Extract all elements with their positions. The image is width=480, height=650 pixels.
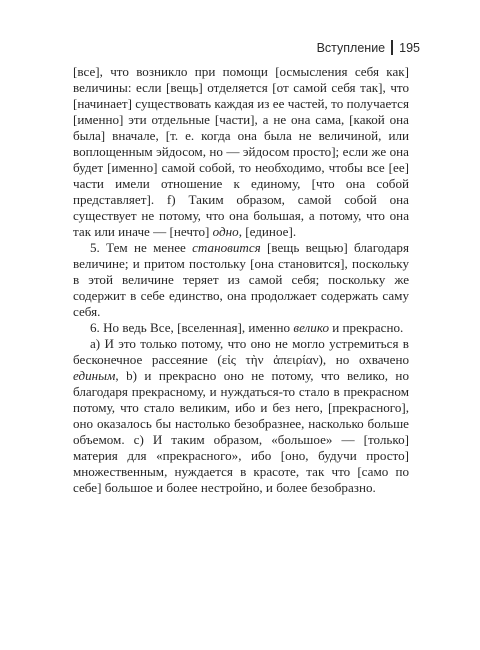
paragraph-5: [73, 240, 409, 320]
text-run: 5. Тем не менее: [90, 240, 193, 255]
italic-text: единым: [73, 368, 116, 383]
header-separator: [391, 40, 393, 55]
text-run: a) И это только потому, что оно не могло устремиться в бесконечное рассеяние (εἰς τὴν ἀπειρίαν), но охвачено: [73, 336, 409, 367]
text-run: , b) и прекрасно оно не потому, что велико, но благодаря прекрасному, и нуждаться-то стало в прекрасном потому, что стало великим, ибо и без него, [прекрасного], оно оказалось бы настолько безобразнее, насколько больше объемом. c) И таким образом, «большое» — [только] материя для «прекрасного», ибо [оно, будучи просто] множественным, нуждается в красоте, так что [само по себе] большое и более нестройно, и более безобразно.: [73, 368, 409, 495]
text-run: , [единое].: [238, 224, 297, 239]
text-run: [все], что возникло при помощи [осмысления себя как] величины: если [вещь] отделяется [от самой себя так], что [начинает] существовать каждая из ее частей, то получается [именно] эти отдельные [части], а не она сама, [какой она была] вначале, [т. е. когда она была не величиной, или воплощенным эйдосом, но — эйдосом просто]; если же она будет [именно] самой собой, то необходимо, чтобы все [ее] части имели отношение к единому, [что она собой представляет]. f) Таким образом, самой собой она существует не потому, что она большая, а потому, что она так или иначе — [нечто]: [73, 64, 409, 239]
body-text: [73, 64, 409, 496]
text-run: и прекрасно.: [329, 320, 404, 335]
italic-text: велико: [293, 320, 329, 335]
paragraph-continuation: [73, 64, 409, 240]
italic-text: одно: [212, 224, 239, 239]
section-title: Вступление: [316, 40, 386, 55]
paragraph-6a: [73, 336, 409, 496]
page-number: 195: [399, 40, 420, 55]
paragraph-6: [73, 320, 409, 336]
text-run: [вещь вещью] благодаря величине; и притом постольку [она становится], поскольку в этой величине теряет из самой себя; поскольку же содержит в себе единство, она продолжает содержать саму себя.: [73, 240, 409, 319]
text-run: 6. Но ведь Все, [вселенная], именно: [90, 320, 294, 335]
running-header: [317, 40, 420, 55]
italic-text: становится: [192, 240, 261, 255]
